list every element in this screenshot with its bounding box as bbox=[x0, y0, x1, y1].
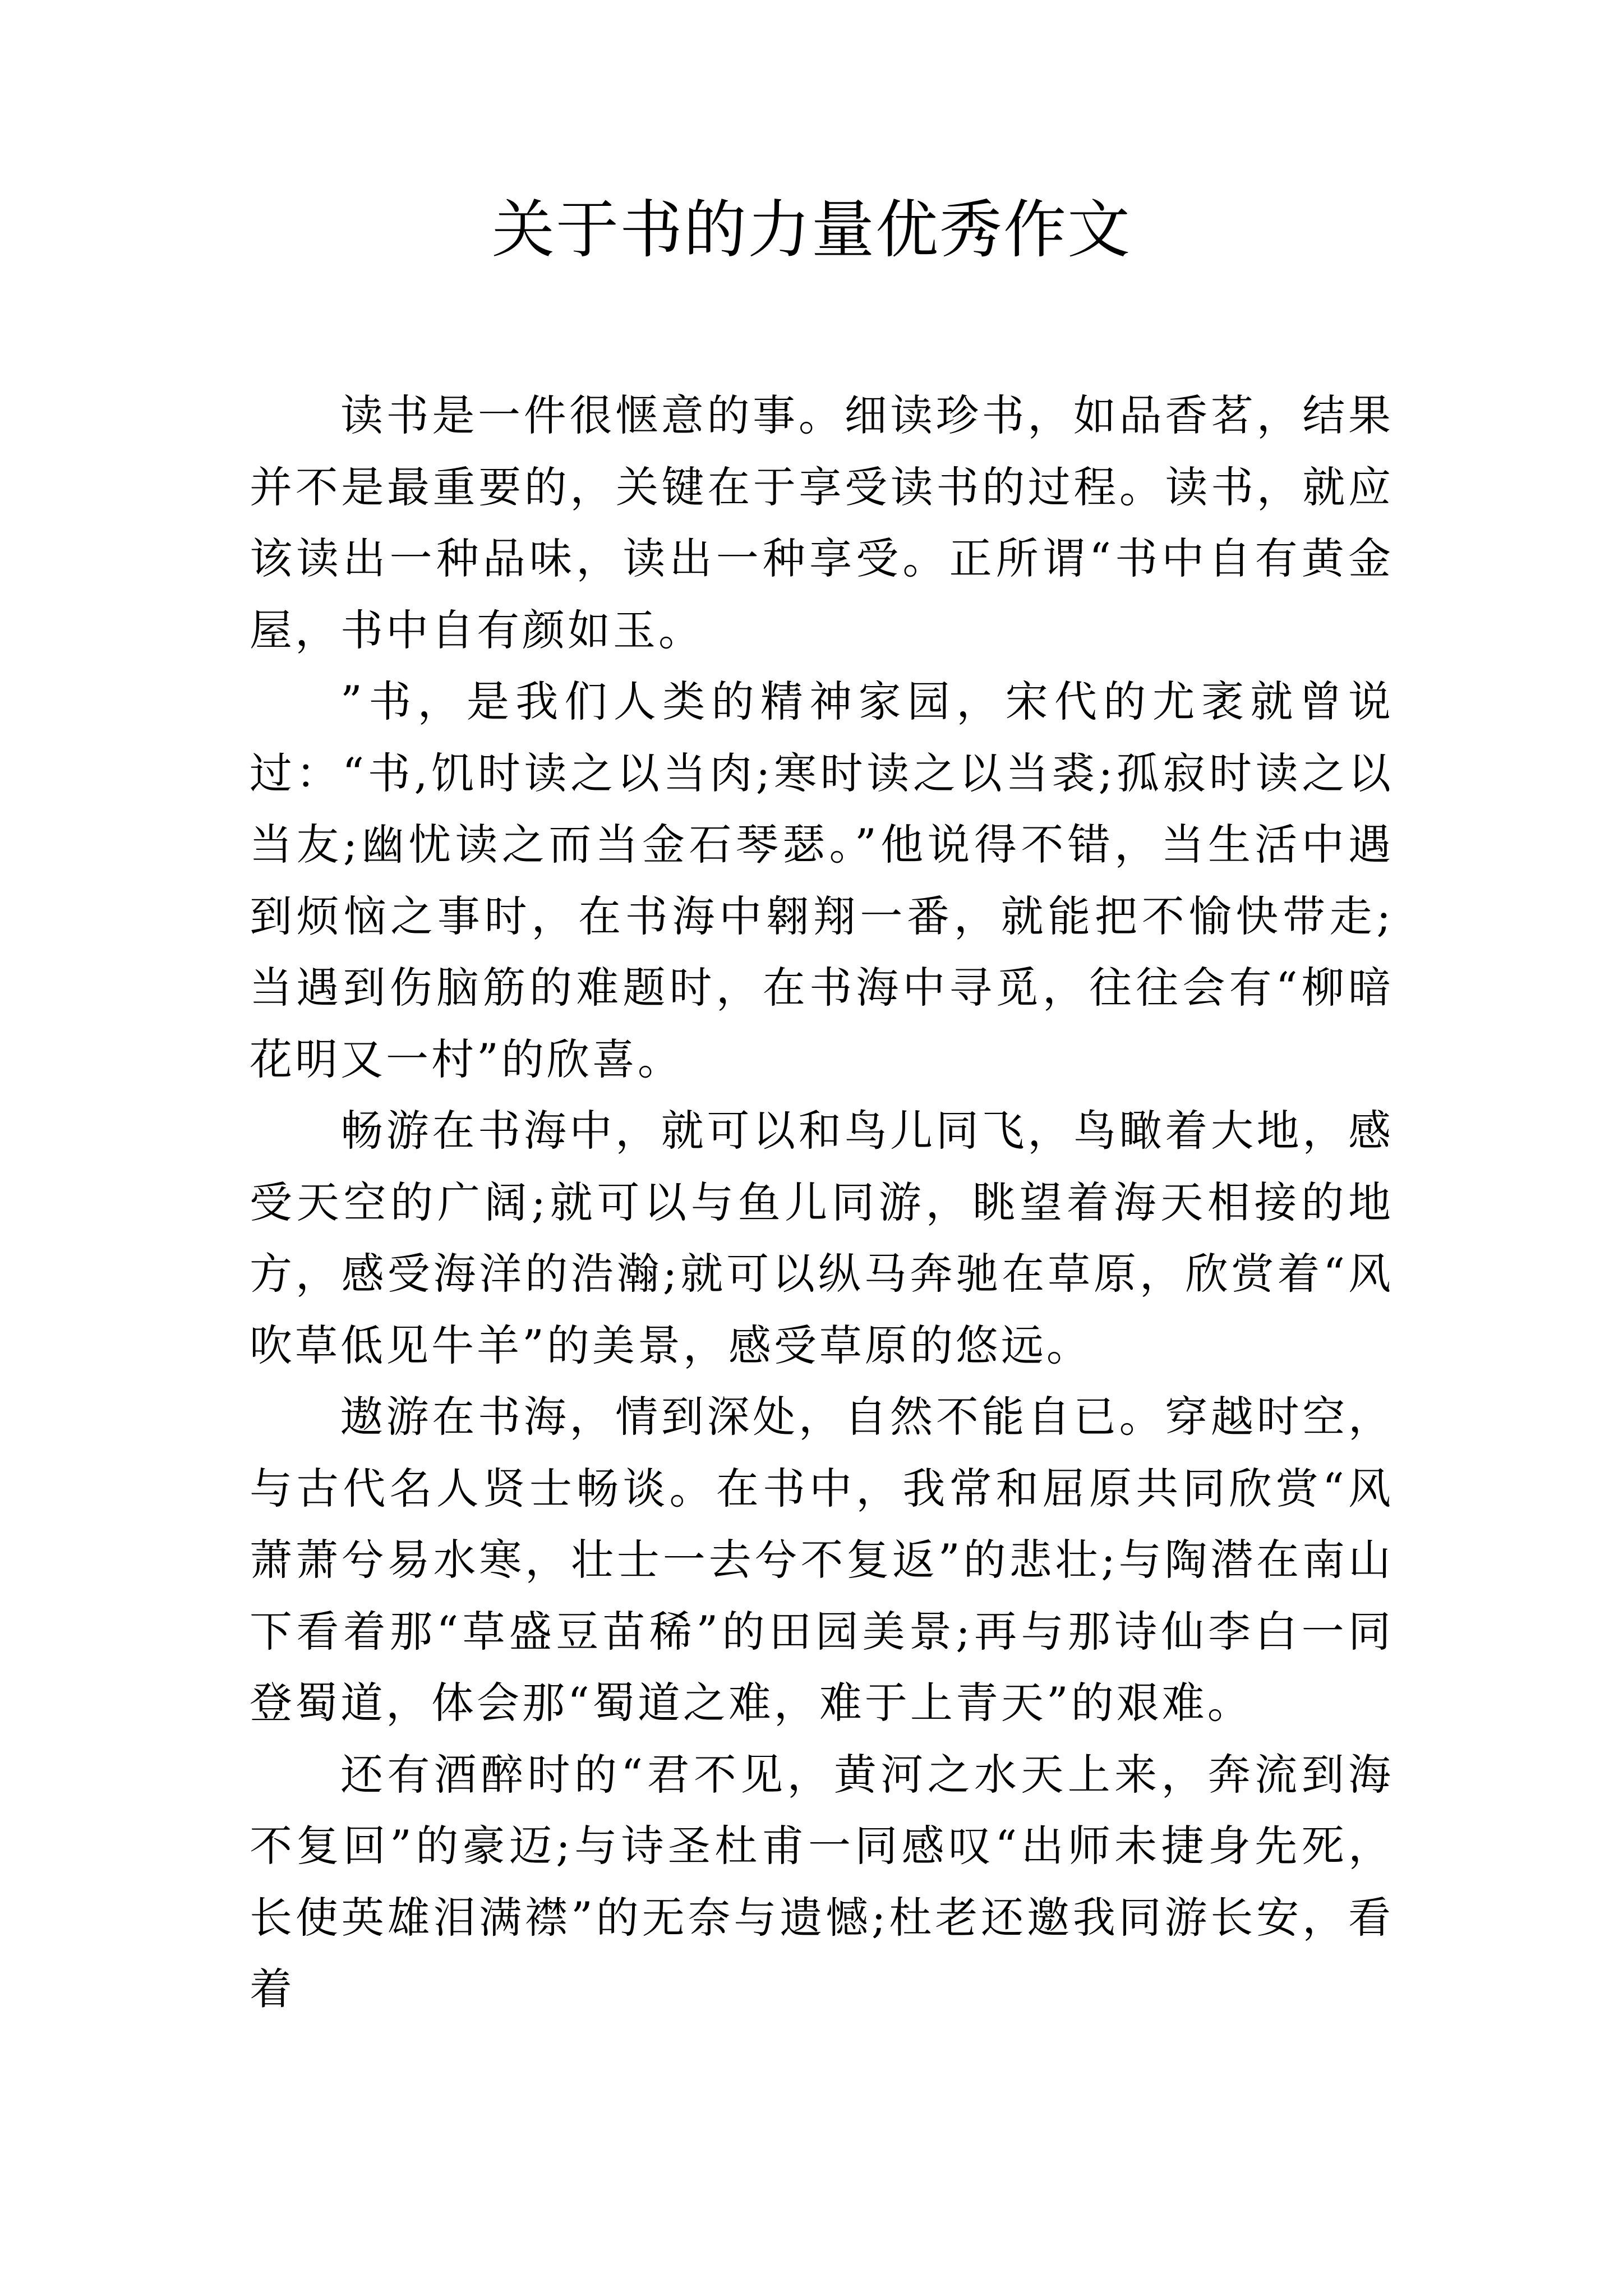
document-title: 关于书的力量优秀作文 bbox=[492, 194, 1131, 266]
paragraph: 还有酒醉时的“君不见，黄河之水天上来，奔流到海不复回”的豪迈;与诗圣杜甫一同感叹“出师未捷身先死，长使英雄泪满襟”的无奈与遗憾;杜老还邀我同游长安，看着 bbox=[250, 1749, 1394, 2014]
paragraph: 遨游在书海，情到深处，自然不能自已。穿越时空，与古代名人贤士畅谈。在书中，我常和屈原共同欣赏“风萧萧兮易水寒，壮士一去兮不复返”的悲壮;与陶潜在南山下看着那“草盛豆苗稀”的田园美景;再与那诗仙李白一同登蜀道，体会那“蜀道之难，难于上青天”的艰难。 bbox=[250, 1392, 1394, 1728]
paragraph: ”书，是我们人类的精神家园，宋代的尤袤就曾说过：“书,饥时读之以当肉;寒时读之以当裘;孤寂时读之以当友;幽忧读之而当金石琴瑟。”他说得不错，当生活中遇到烦恼之事时，在书海中翱翔一番，就能把不愉快带走;当遇到伤脑筋的难题时，在书海中寻觅，往往会有“柳暗花明又一村”的欣喜。 bbox=[250, 677, 1394, 1084]
document-body bbox=[250, 380, 1394, 2025]
paragraph: 读书是一件很惬意的事。细读珍书，如品香茗，结果并不是最重要的，关键在于享受读书的过程。读书，就应该读出一种品味，读出一种享受。正所谓“书中自有黄金屋，书中自有颜如玉。 bbox=[250, 390, 1394, 655]
paragraph: 畅游在书海中，就可以和鸟儿同飞，鸟瞰着大地，感受天空的广阔;就可以与鱼儿同游，眺望着海天相接的地方，感受海洋的浩瀚;就可以纵马奔驰在草原，欣赏着“风吹草低见牛羊”的美景，感受草原的悠远。 bbox=[250, 1106, 1394, 1370]
